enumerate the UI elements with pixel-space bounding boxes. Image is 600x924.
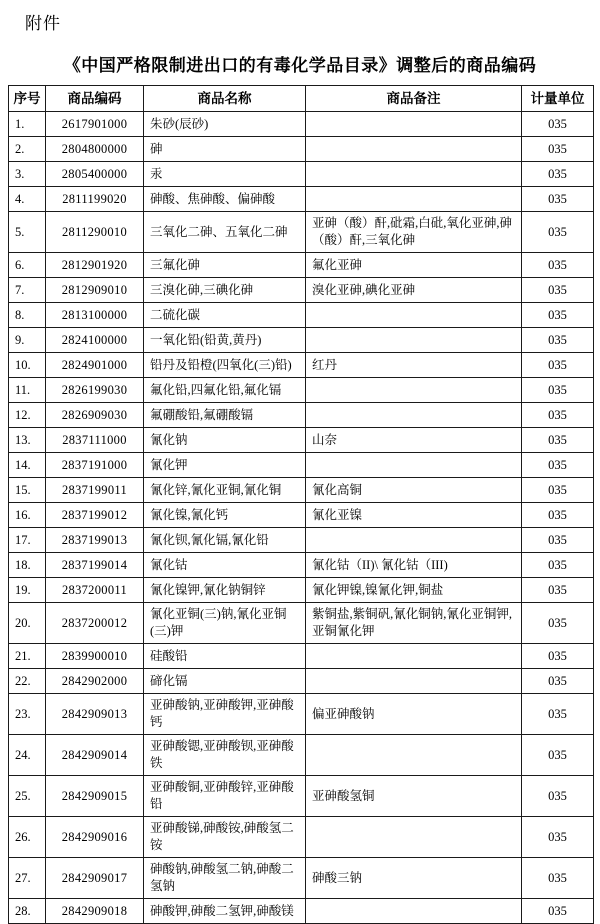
commodity-name: 三氧化二砷、五氧化二砷 — [144, 212, 306, 253]
table-row — [9, 253, 594, 278]
row-serial-no: 28. — [9, 899, 46, 924]
commodity-name: 砷 — [144, 137, 306, 162]
table-row — [9, 212, 594, 253]
commodity-code: 2842909018 — [46, 899, 144, 924]
commodity-name: 氰化锌,氰化亚铜,氰化铜 — [144, 478, 306, 503]
unit-value: 035 — [522, 278, 594, 303]
commodity-remark: 亚砷酸氢铜 — [306, 776, 522, 817]
commodity-name: 三氟化砷 — [144, 253, 306, 278]
page-title: 《中国严格限制进出口的有毒化学品目录》调整后的商品编码 — [63, 56, 537, 75]
commodity-remark: 溴化亚砷,碘化亚砷 — [306, 278, 522, 303]
commodity-code: 2811199020 — [46, 187, 144, 212]
commodity-code: 2826199030 — [46, 378, 144, 403]
table-row — [9, 428, 594, 453]
commodity-remark — [306, 528, 522, 553]
table-row — [9, 503, 594, 528]
commodity-name: 朱砂(辰砂) — [144, 112, 306, 137]
unit-value: 035 — [522, 817, 594, 858]
table-row — [9, 578, 594, 603]
commodity-code: 2837199011 — [46, 478, 144, 503]
header-serial-no: 序号 — [9, 86, 46, 112]
commodity-remark — [306, 817, 522, 858]
table-row — [9, 162, 594, 187]
table-row — [9, 378, 594, 403]
commodity-name: 氰化镍,氰化钙 — [144, 503, 306, 528]
commodity-remark: 红丹 — [306, 353, 522, 378]
table-row — [9, 776, 594, 817]
commodity-remark — [306, 112, 522, 137]
row-serial-no: 17. — [9, 528, 46, 553]
row-serial-no: 15. — [9, 478, 46, 503]
commodity-remark: 山奈 — [306, 428, 522, 453]
row-serial-no: 22. — [9, 669, 46, 694]
attachment-label: 附件 — [25, 14, 61, 33]
commodity-code: 2812901920 — [46, 253, 144, 278]
unit-value: 035 — [522, 187, 594, 212]
unit-value: 035 — [522, 553, 594, 578]
commodity-remark — [306, 303, 522, 328]
unit-value: 035 — [522, 503, 594, 528]
commodity-remark — [306, 453, 522, 478]
commodity-code: 2837191000 — [46, 453, 144, 478]
row-serial-no: 19. — [9, 578, 46, 603]
commodity-remark — [306, 378, 522, 403]
commodity-code: 2837111000 — [46, 428, 144, 453]
commodity-remark: 紫铜盐,紫铜矾,氰化铜钠,氰化亚铜钾,亚铜氰化钾 — [306, 603, 522, 644]
row-serial-no: 16. — [9, 503, 46, 528]
unit-value: 035 — [522, 603, 594, 644]
commodity-remark: 亚砷（酸）酐,砒霜,白砒,氧化亚砷,砷（酸）酐,三氧化砷 — [306, 212, 522, 253]
commodity-name: 亚砷酸铜,亚砷酸锌,亚砷酸铅 — [144, 776, 306, 817]
commodity-code: 2837200011 — [46, 578, 144, 603]
table-row — [9, 603, 594, 644]
commodity-name: 铅丹及铅橙(四氧化(三)铅) — [144, 353, 306, 378]
commodity-code: 2842909015 — [46, 776, 144, 817]
commodity-name: 氟化铅,四氟化铅,氟化镉 — [144, 378, 306, 403]
table-row — [9, 187, 594, 212]
commodity-name: 亚砷酸锑,砷酸铵,砷酸氢二铵 — [144, 817, 306, 858]
commodity-code-table — [8, 85, 594, 924]
table-row — [9, 137, 594, 162]
commodity-code: 2813100000 — [46, 303, 144, 328]
row-serial-no: 26. — [9, 817, 46, 858]
commodity-code: 2842902000 — [46, 669, 144, 694]
commodity-name: 亚砷酸锶,亚砷酸钡,亚砷酸铁 — [144, 735, 306, 776]
table-row — [9, 899, 594, 924]
commodity-code: 2842909017 — [46, 858, 144, 899]
table-row — [9, 478, 594, 503]
unit-value: 035 — [522, 858, 594, 899]
commodity-remark: 氰化高铜 — [306, 478, 522, 503]
commodity-name: 氟硼酸铅,氟硼酸镉 — [144, 403, 306, 428]
commodity-remark — [306, 644, 522, 669]
commodity-name: 氰化钠 — [144, 428, 306, 453]
unit-value: 035 — [522, 694, 594, 735]
row-serial-no: 6. — [9, 253, 46, 278]
commodity-name: 三溴化砷,三碘化砷 — [144, 278, 306, 303]
table-row — [9, 644, 594, 669]
commodity-name: 一氧化铅(铅黄,黄丹) — [144, 328, 306, 353]
row-serial-no: 9. — [9, 328, 46, 353]
unit-value: 035 — [522, 453, 594, 478]
commodity-name: 亚砷酸钠,亚砷酸钾,亚砷酸钙 — [144, 694, 306, 735]
commodity-name: 二硫化碳 — [144, 303, 306, 328]
table-header-row — [9, 86, 594, 112]
unit-value: 035 — [522, 528, 594, 553]
row-serial-no: 12. — [9, 403, 46, 428]
commodity-remark: 氟化亚砷 — [306, 253, 522, 278]
commodity-name: 碲化镉 — [144, 669, 306, 694]
unit-value: 035 — [522, 353, 594, 378]
commodity-code: 2811290010 — [46, 212, 144, 253]
commodity-code: 2839900010 — [46, 644, 144, 669]
commodity-remark — [306, 669, 522, 694]
commodity-code: 2842909014 — [46, 735, 144, 776]
commodity-remark — [306, 403, 522, 428]
row-serial-no: 2. — [9, 137, 46, 162]
commodity-name: 氰化钡,氰化镉,氰化铅 — [144, 528, 306, 553]
commodity-code: 2812909010 — [46, 278, 144, 303]
commodity-name: 氰化亚铜(三)钠,氰化亚铜(三)钾 — [144, 603, 306, 644]
unit-value: 035 — [522, 644, 594, 669]
commodity-code: 2805400000 — [46, 162, 144, 187]
row-serial-no: 27. — [9, 858, 46, 899]
table-row — [9, 694, 594, 735]
commodity-code: 2837199013 — [46, 528, 144, 553]
table-row — [9, 669, 594, 694]
row-serial-no: 21. — [9, 644, 46, 669]
header-commodity-code: 商品编码 — [46, 86, 144, 112]
table-row — [9, 817, 594, 858]
commodity-name: 氰化镍钾,氰化钠铜锌 — [144, 578, 306, 603]
commodity-remark: 氰化钴（II)\ 氰化钴（III) — [306, 553, 522, 578]
unit-value: 035 — [522, 478, 594, 503]
row-serial-no: 4. — [9, 187, 46, 212]
commodity-code: 2826909030 — [46, 403, 144, 428]
row-serial-no: 10. — [9, 353, 46, 378]
row-serial-no: 11. — [9, 378, 46, 403]
commodity-code: 2824100000 — [46, 328, 144, 353]
document-page — [0, 9, 600, 924]
commodity-name: 砷酸钾,砷酸二氢钾,砷酸镁 — [144, 899, 306, 924]
commodity-remark — [306, 735, 522, 776]
unit-value: 035 — [522, 137, 594, 162]
commodity-remark — [306, 899, 522, 924]
commodity-remark: 偏亚砷酸钠 — [306, 694, 522, 735]
unit-value: 035 — [522, 403, 594, 428]
row-serial-no: 1. — [9, 112, 46, 137]
table-row — [9, 735, 594, 776]
unit-value: 035 — [522, 899, 594, 924]
commodity-name: 汞 — [144, 162, 306, 187]
header-unit: 计量单位 — [522, 86, 594, 112]
unit-value: 035 — [522, 162, 594, 187]
commodity-remark: 氰化亚镍 — [306, 503, 522, 528]
commodity-remark: 氰化钾镍,镍氰化钾,铜盐 — [306, 578, 522, 603]
row-serial-no: 25. — [9, 776, 46, 817]
table-row — [9, 353, 594, 378]
row-serial-no: 20. — [9, 603, 46, 644]
row-serial-no: 8. — [9, 303, 46, 328]
row-serial-no: 7. — [9, 278, 46, 303]
commodity-code: 2842909013 — [46, 694, 144, 735]
unit-value: 035 — [522, 253, 594, 278]
table-row — [9, 528, 594, 553]
commodity-remark: 砷酸三钠 — [306, 858, 522, 899]
commodity-remark — [306, 328, 522, 353]
commodity-code: 2824901000 — [46, 353, 144, 378]
row-serial-no: 14. — [9, 453, 46, 478]
unit-value: 035 — [522, 776, 594, 817]
unit-value: 035 — [522, 578, 594, 603]
commodity-name: 氰化钴 — [144, 553, 306, 578]
commodity-code: 2842909016 — [46, 817, 144, 858]
table-row — [9, 553, 594, 578]
commodity-remark — [306, 162, 522, 187]
commodity-code: 2837200012 — [46, 603, 144, 644]
table-row — [9, 112, 594, 137]
unit-value: 035 — [522, 378, 594, 403]
commodity-name: 氰化钾 — [144, 453, 306, 478]
row-serial-no: 23. — [9, 694, 46, 735]
unit-value: 035 — [522, 428, 594, 453]
table-row — [9, 303, 594, 328]
commodity-code: 2617901000 — [46, 112, 144, 137]
header-commodity-name: 商品名称 — [144, 86, 306, 112]
commodity-code: 2804800000 — [46, 137, 144, 162]
table-row — [9, 858, 594, 899]
unit-value: 035 — [522, 328, 594, 353]
row-serial-no: 24. — [9, 735, 46, 776]
table-body — [9, 112, 594, 924]
table-row — [9, 278, 594, 303]
table-row — [9, 453, 594, 478]
row-serial-no: 18. — [9, 553, 46, 578]
unit-value: 035 — [522, 669, 594, 694]
table-row — [9, 328, 594, 353]
row-serial-no: 13. — [9, 428, 46, 453]
header-commodity-remark: 商品备注 — [306, 86, 522, 112]
unit-value: 035 — [522, 112, 594, 137]
unit-value: 035 — [522, 303, 594, 328]
row-serial-no: 3. — [9, 162, 46, 187]
row-serial-no: 5. — [9, 212, 46, 253]
commodity-remark — [306, 137, 522, 162]
commodity-name: 硅酸铅 — [144, 644, 306, 669]
unit-value: 035 — [522, 735, 594, 776]
commodity-code: 2837199012 — [46, 503, 144, 528]
commodity-remark — [306, 187, 522, 212]
commodity-name: 砷酸、焦砷酸、偏砷酸 — [144, 187, 306, 212]
commodity-name: 砷酸钠,砷酸氢二钠,砷酸二氢钠 — [144, 858, 306, 899]
table-row — [9, 403, 594, 428]
commodity-code: 2837199014 — [46, 553, 144, 578]
unit-value: 035 — [522, 212, 594, 253]
